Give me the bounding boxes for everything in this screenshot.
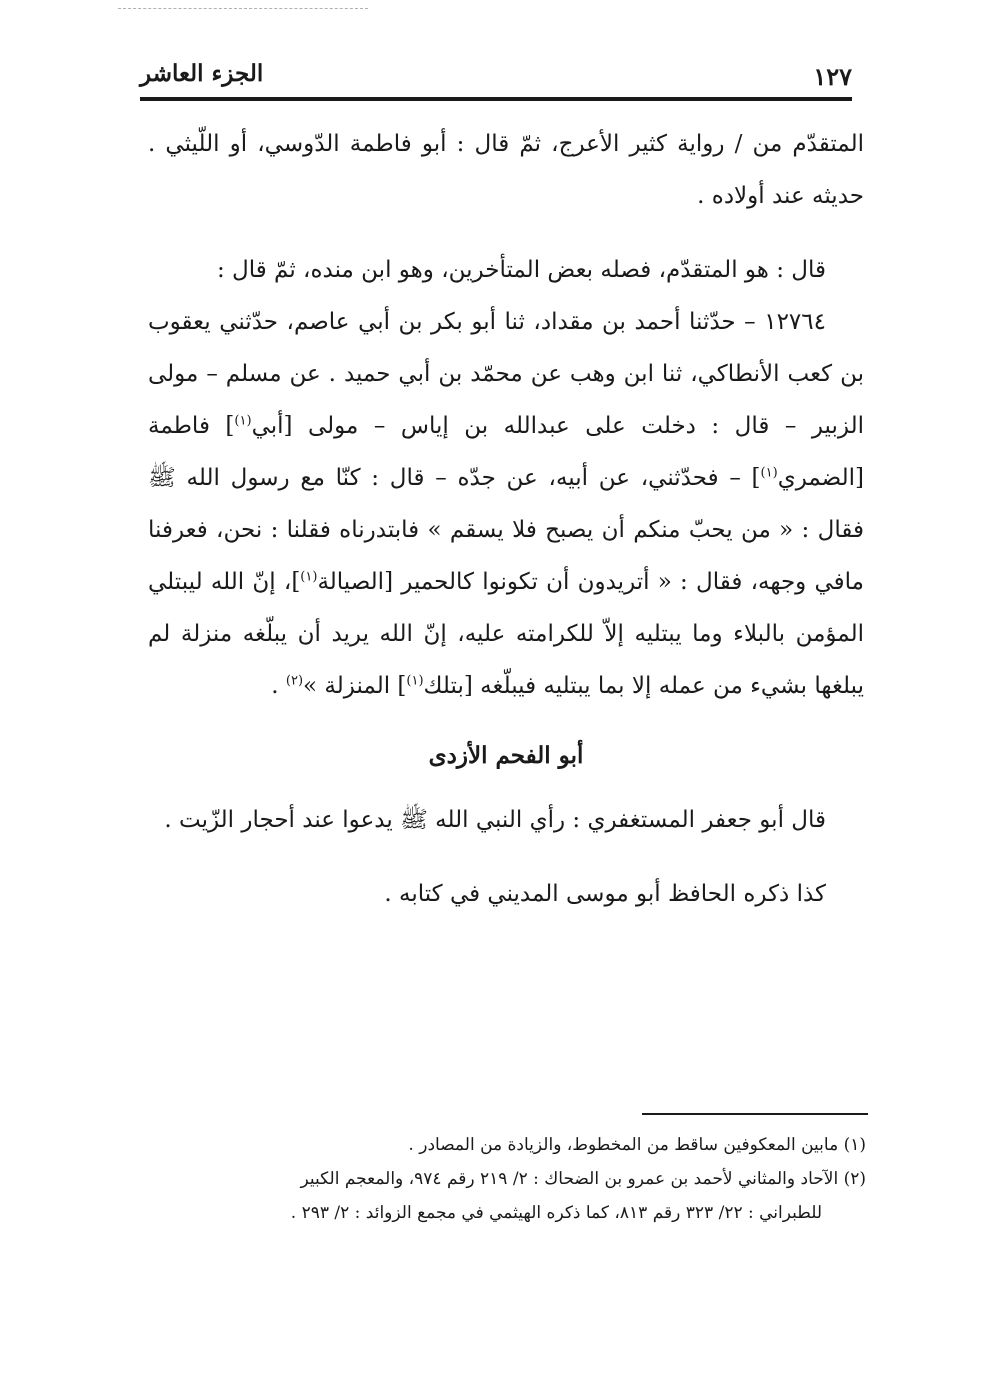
hadith-text-part-3: ] – فحدّثني، عن أبيه، عن جدّه – قال : كنّا مع رسول الله ﷺ فقال : « من يحبّ منكم أن يصبح فلا يسقم » فابتدرناه فقلنا : نحن، فعرفنا مافي وجهه، فقال : « أتريدون أن تكونوا كالحمير [الصيالة <box>148 465 864 595</box>
footnote-1: (١) مابين المعكوفين ساقط من المخطوط، والزيادة من المصادر . <box>408 1135 866 1155</box>
footnote-rule <box>642 1113 868 1115</box>
hadith-text-part-2: ] فاطمة [الضمري <box>148 413 864 491</box>
paragraph-qala: قال : هو المتقدّم، فصله بعض المتأخرين، وهو ابن منده، ثمّ قال : <box>216 257 826 283</box>
hadith-text-part-6: . <box>271 673 286 699</box>
footnote-ref: (١) <box>234 413 252 429</box>
header-rule <box>140 97 852 101</box>
footnote-2-continued: للطبراني : ٢٢/ ٣٢٣ رقم ٨١٣، كما ذكره الهيثمي في مجمع الزوائد : ٢/ ٢٩٣ . <box>290 1203 822 1223</box>
hadith-text-part-1: ١٢٧٦٤ – حدّثنا أحمد بن مقداد، ثنا أبو بكر بن أبي عاصم، حدّثني يعقوب بن كعب الأنطاكي، ثنا ابن وهب عن محمّد بن أبي حميد . عن مسلم – مولى الزبير – قال : دخلت على عبدالله بن إياس – مولى [أبي <box>148 309 864 439</box>
footnotes <box>150 1128 866 1230</box>
main-text <box>148 118 864 920</box>
hadith-text-part-4: ]، إنّ الله ليبتلي المؤمن بالبلاء وما يبتليه إلاّ للكرامته عليه، إنّ الله يريد أن يبلّغه منزلة لم يبلغها بشيء من عمله إلا بما يبتليه فيبلّغه [بتلك <box>148 569 864 699</box>
scan-edge-line <box>118 8 368 9</box>
footnote-ref: (١) <box>300 569 318 585</box>
paragraph-madini: كذا ذكره الحافظ أبو موسى المديني في كتابه . <box>384 881 826 907</box>
footnote-ref: (١) <box>760 465 778 481</box>
paragraph-mustaghfiri: قال أبو جعفر المستغفري : رأي النبي الله ﷺ يدعوا عند أحجار الزّيت . <box>164 807 826 833</box>
footnote-ref: (٢) <box>285 673 304 689</box>
paragraph-continuation: المتقدّم من / رواية كثير الأعرج، ثمّ قال : أبو فاطمة الدّوسي، أو اللّيثي . حديثه عند أولاده . <box>148 131 864 209</box>
footnote-ref: (١) <box>406 673 424 689</box>
page-header <box>140 58 852 98</box>
paragraph-hadith-12764 <box>148 296 864 712</box>
footnote-2: (٢) الآحاد والمثاني لأحمد بن عمرو بن الضحاك : ٢/ ٢١٩ رقم ٩٧٤، والمعجم الكبير <box>300 1169 866 1189</box>
page-number: ١٢٧ <box>813 62 852 91</box>
section-heading: أبو الفحم الأزدى <box>428 742 584 769</box>
running-head: الجزء العاشر <box>140 60 264 87</box>
hadith-text-part-5: ] المنزلة » <box>303 673 407 699</box>
